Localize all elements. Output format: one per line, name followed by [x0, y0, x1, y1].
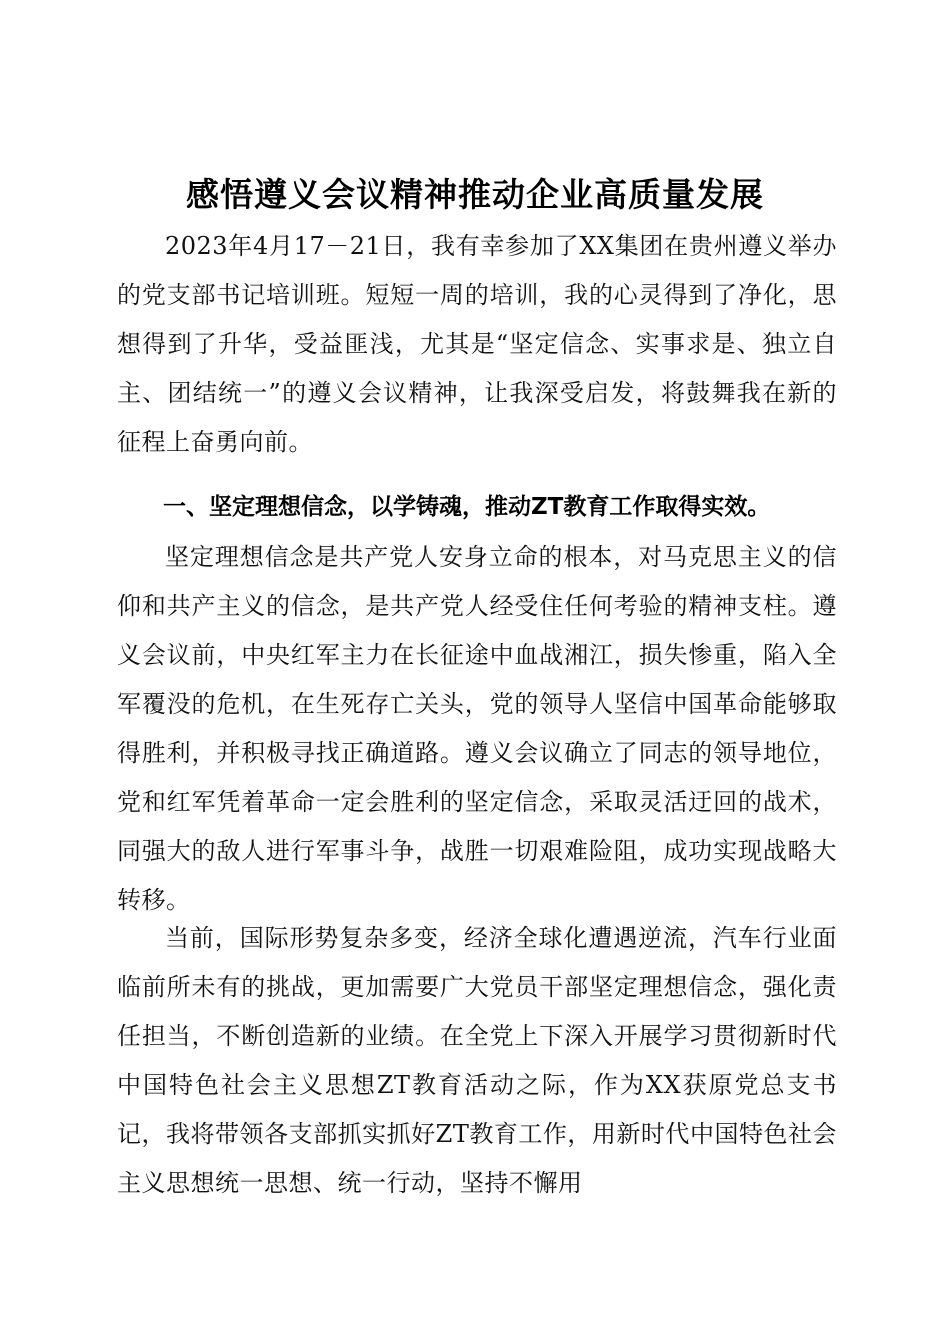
paragraph-current: 当前，国际形势复杂多变，经济全球化遭遇逆流，汽车行业面临前所未有的挑战，更加需要广大党员干部坚定理想信念，强化责任担当，不断创造新的业绩。在全党上下深入开展学习贯彻新时代中国特色社会主义思想ZT教育活动之际，作为XX获原党总支书记，我将带领各支部抓实抓好ZT教育工作，用新时代中国特色社会主义思想统一思想、统一行动，坚持不懈用 [117, 924, 837, 1197]
section-heading-1: 一、坚定理想信念，以学铸魂，推动ZT教育工作取得实效。 [163, 494, 771, 520]
paragraph-ideals: 坚定理想信念是共产党人安身立命的根本，对马克思主义的信仰和共产主义的信念，是共产党人经受住任何考验的精神支柱。遵义会议前，中央红军主力在长征途中血战湘江，损失惨重，陷入全军覆没的危机，在生死存亡关头，党的领导人坚信中国革命能够取得胜利，并积极寻找正确道路。遵义会议确立了同志的领导地位，党和红军凭着革命一定会胜利的坚定信念，采取灵活迂回的战术，同强大的敌人进行军事斗争，战胜一切艰难险阻，成功实现战略大转移。 [117, 543, 837, 914]
paragraph-intro: 2023年4月17－21日，我有幸参加了XX集团在贵州遵义举办的党支部书记培训班。短短一周的培训，我的心灵得到了净化，思想得到了升华，受益匪浅，尤其是“坚定信念、实事求是、独立自主、团结统一”的遵义会议精神，让我深受启发，将鼓舞我在新的征程上奋勇向前。 [117, 232, 837, 456]
document-title: 感悟遵义会议精神推动企业高质量发展 [186, 175, 764, 214]
